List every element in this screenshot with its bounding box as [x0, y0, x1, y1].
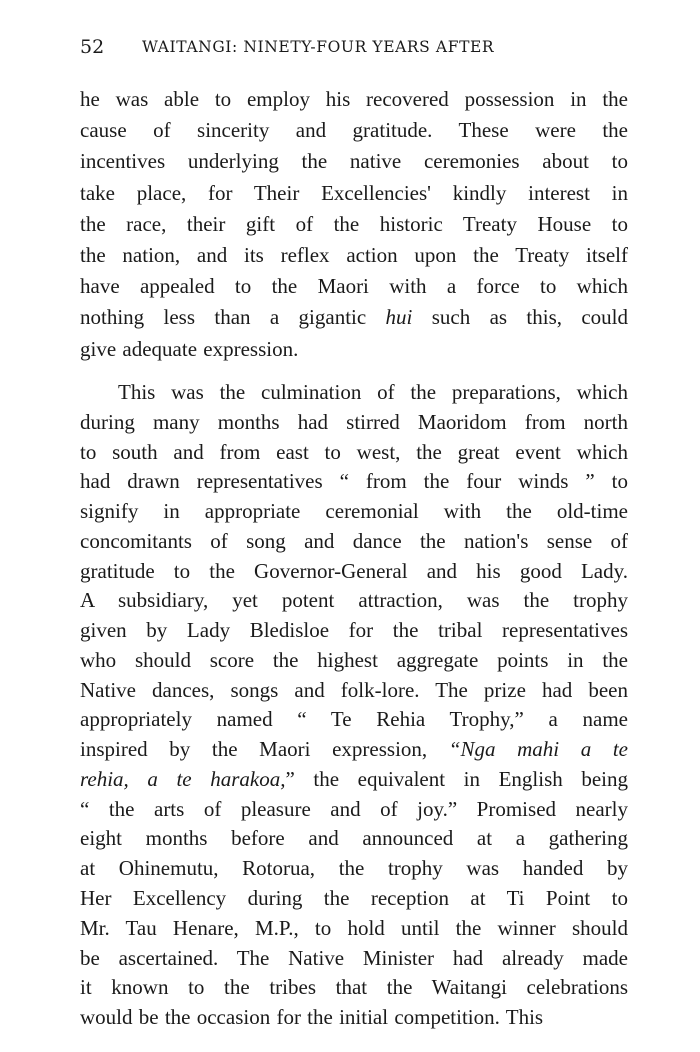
text-line [80, 914, 628, 944]
text-line [80, 115, 628, 146]
text-line [80, 84, 628, 115]
text-segment: the race, their gift of the historic Treaty House to [80, 211, 628, 236]
text-line [80, 497, 628, 527]
text-line [80, 334, 628, 365]
text-line [80, 735, 628, 765]
text-line [80, 438, 628, 468]
paragraph-2 [80, 378, 628, 1033]
text-line [80, 973, 628, 1003]
text-line [80, 527, 628, 557]
text-line [80, 944, 628, 974]
text-segment: incentives underlying the native ceremonies about to [80, 149, 628, 174]
text-line [80, 586, 628, 616]
text-segment: Her Excellency during the reception at Ti Point to [80, 886, 628, 911]
text-segment: signify in appropriate ceremonial with the old-time [80, 499, 628, 524]
text-line [80, 378, 628, 408]
text-segment: nothing less than a gigantic [80, 305, 386, 330]
italic-text: “Nga mahi a te [448, 737, 628, 762]
text-line [80, 302, 628, 333]
text-segment: who should score the highest aggregate points in the [80, 647, 628, 672]
text-segment: gratitude to the Governor-General and his good Lady. [80, 558, 628, 583]
text-segment: during many months had stirred Maoridom from north [80, 409, 628, 434]
text-segment: eight months before and announced at a gathering [80, 826, 628, 851]
text-segment: “ the arts of pleasure and of joy.” Promised nearly [80, 796, 628, 821]
text-line [80, 240, 628, 271]
text-line [80, 646, 628, 676]
text-segment: inspired by the Maori expression, [80, 737, 449, 762]
text-line [80, 824, 628, 854]
text-segment: A subsidiary, yet potent attraction, was the trophy [80, 588, 628, 613]
text-segment: Mr. Tau Henare, M.P., to hold until the winner should [80, 915, 628, 940]
text-line [80, 1003, 628, 1033]
text-line [80, 795, 628, 825]
text-segment: to south and from east to west, the great event which [80, 439, 628, 464]
text-line [80, 209, 628, 240]
text-segment: cause of sincerity and gratitude. These were the [80, 118, 628, 143]
text-segment: appropriately named “ Te Rehia Trophy,” a name [80, 707, 628, 732]
text-segment: such as this, could [412, 305, 628, 330]
text-segment: had drawn representatives “ from the four winds ” to [80, 469, 628, 494]
text-segment: Native dances, songs and folk-lore. The prize had been [80, 677, 628, 702]
text-segment: at Ohinemutu, Rotorua, the trophy was handed by [80, 856, 628, 881]
text-line [80, 271, 628, 302]
text-segment: ” the equivalent in English being [285, 766, 628, 791]
text-line [80, 676, 628, 706]
text-line [80, 146, 628, 177]
page-number: 52 [80, 36, 105, 58]
italic-text: rehia, a te harakoa, [80, 766, 286, 791]
text-segment: have appealed to the Maori with a force to which [80, 274, 628, 299]
text-line [80, 178, 628, 209]
text-segment: take place, for Their Excellencies' kindly interest in [80, 180, 628, 205]
text-line [80, 557, 628, 587]
text-segment: it known to the tribes that the Waitangi celebrations [80, 975, 628, 1000]
text-line [80, 705, 628, 735]
text-segment: the nation, and its reflex action upon the Treaty itself [80, 243, 628, 268]
text-line [80, 616, 628, 646]
text-segment: he was able to employ his recovered possession in the [80, 87, 628, 111]
text-segment: give adequate expression. [80, 336, 299, 361]
text-line [80, 765, 628, 795]
paragraph-1 [80, 84, 628, 365]
text-line [80, 884, 628, 914]
text-segment: This was the culmination of the preparations, which [118, 380, 628, 404]
text-line [80, 408, 628, 438]
text-segment: given by Lady Bledisloe for the tribal representatives [80, 618, 628, 643]
text-segment: would be the occasion for the initial competition. This [80, 1005, 544, 1030]
running-title: WAITANGI: NINETY-FOUR YEARS AFTER [142, 38, 495, 56]
italic-text: hui [385, 305, 413, 330]
text-line [80, 854, 628, 884]
text-segment: be ascertained. The Native Minister had already made [80, 945, 628, 970]
text-segment: concomitants of song and dance the nation's sense of [80, 528, 628, 553]
text-line [80, 467, 628, 497]
